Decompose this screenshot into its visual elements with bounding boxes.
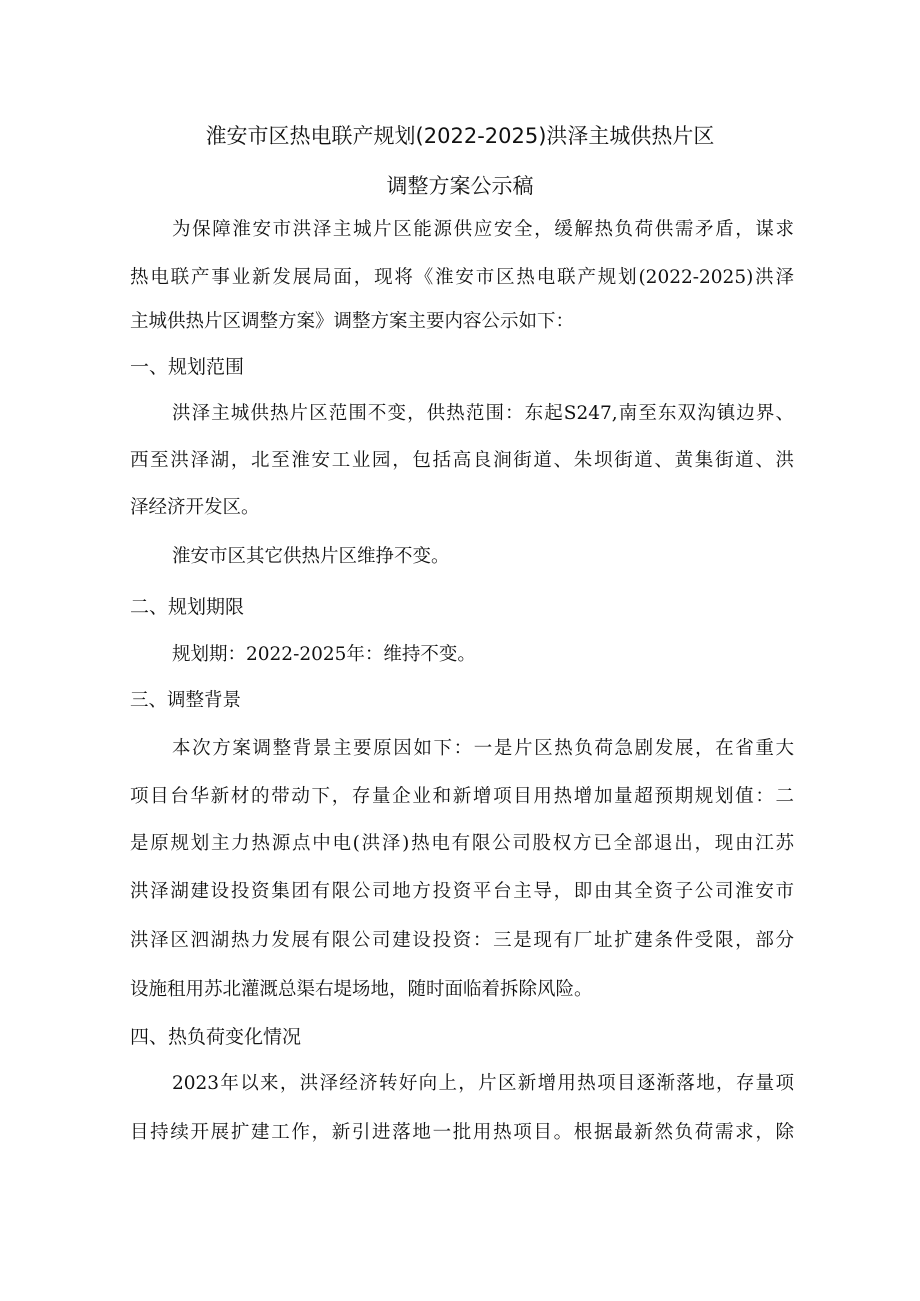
intro-line: 主城供热片区调整方案》调整方案主要内容公示如下： <box>130 311 575 332</box>
background-line: 项目台华新材的带动下，存量企业和新增项目用热增加量超预期规划值：二 <box>130 786 794 807</box>
intro-line: 热电联产事业新发展局面，现将《淮安市区热电联产规划(2022-2025)洪泽 <box>130 267 794 288</box>
intro-line: 为保障淮安市洪泽主城片区能源供应安全，缓解热负荷供需矛盾，谋求 <box>172 219 794 240</box>
heat-load-line: 目持续开展扩建工作，新引进落地一批用热项目。根据最新然负荷需求，除 <box>130 1122 794 1143</box>
section-heading-period: 二、规划期限 <box>130 596 245 618</box>
document-title-line2: 调整方案公示稿 <box>386 174 534 198</box>
background-line: 洪泽区泗湖热力发展有限公司建设投资：三是现有厂址扩建条件受限，部分 <box>130 930 794 951</box>
section-heading-scope: 一、规划范围 <box>130 356 245 378</box>
section-heading-heat-load: 四、热负荷变化情况 <box>130 1026 302 1048</box>
heat-load-line: 2023年以来，洪泽经济转好向上，片区新增用热项目逐渐落地，存量项 <box>172 1073 794 1094</box>
background-line: 洪泽湖建设投资集团有限公司地方投资平台主导，即由其全资子公司淮安市 <box>130 881 794 902</box>
document-title-line1: 淮安市区热电联产规划(2022-2025)洪泽主城供热片区 <box>205 124 715 148</box>
section-heading-background: 三、调整背景 <box>130 690 242 711</box>
background-line: 设施租用苏北灌溉总渠右堤场地，随时面临着拆除风险。 <box>130 979 593 1000</box>
scope-line: 西至洪泽湖，北至淮安工业园，包括高良涧街道、朱坝街道、黄集街道、洪 <box>130 450 794 471</box>
period-text: 规划期：2022-2025年：维持不变。 <box>172 644 476 665</box>
scope-other-areas: 淮安市区其它供热片区维挣不变。 <box>172 546 450 567</box>
scope-line: 泽经济开发区。 <box>130 497 260 518</box>
scope-line: 洪泽主城供热片区范围不变，供热范围：东起S247,南至东双沟镇边界、 <box>172 403 794 424</box>
background-line: 本次方案调整背景主要原因如下：一是片区热负荷急剧发展，在省重大 <box>172 738 794 759</box>
background-line: 是原规划主力热源点中电(洪泽)热电有限公司股权方已全部退出，现由江苏 <box>130 833 794 854</box>
